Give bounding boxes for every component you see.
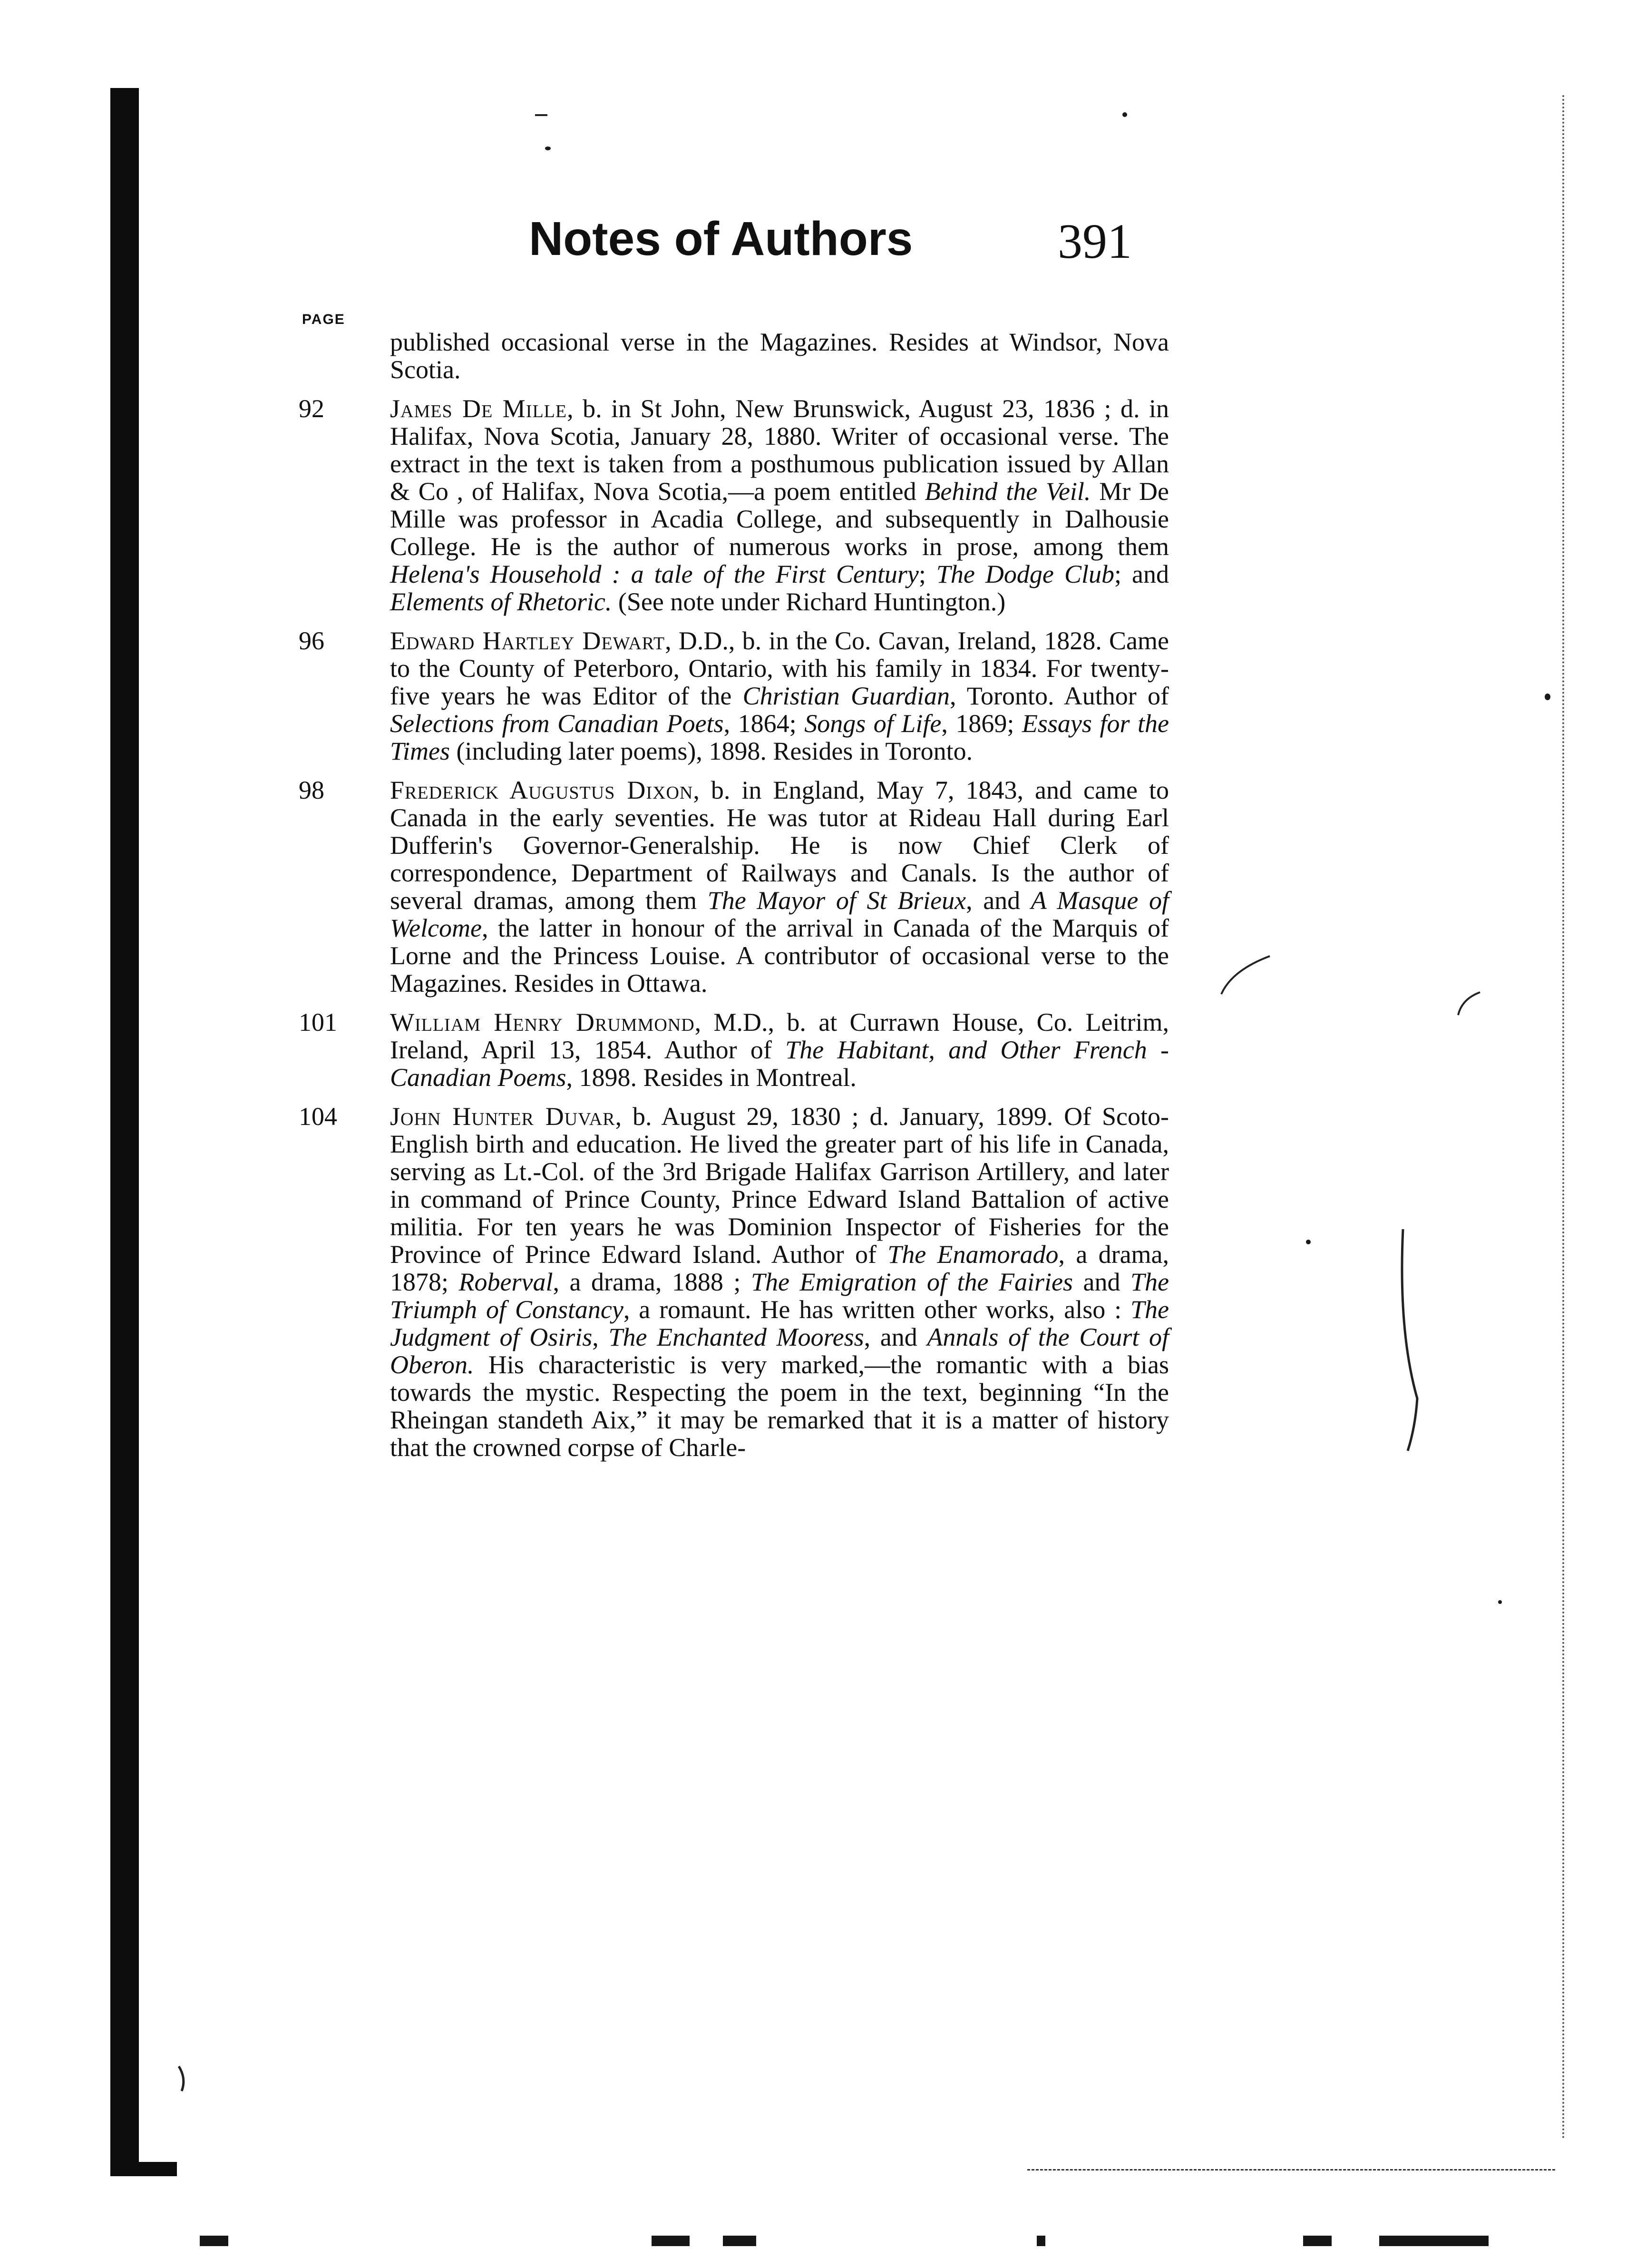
pencil-mark bbox=[1217, 951, 1275, 999]
work-title: Christian Guardian bbox=[742, 682, 950, 710]
author-entry bbox=[299, 627, 1169, 765]
author-name: John Hunter Duvar bbox=[390, 1102, 615, 1131]
pencil-bracket bbox=[1389, 1227, 1427, 1456]
page-column-label: PAGE bbox=[302, 312, 345, 327]
scan-foot-mark bbox=[1379, 2236, 1489, 2246]
author-entry bbox=[299, 395, 1169, 616]
author-entry bbox=[299, 1008, 1169, 1091]
continued-entry bbox=[299, 328, 1169, 383]
work-title: Behind the Veil. bbox=[925, 477, 1091, 506]
entry-page-ref: 104 bbox=[299, 1102, 337, 1131]
work-title: The Mayor of St Brieux bbox=[707, 886, 966, 915]
scan-foot-mark bbox=[1303, 2236, 1332, 2246]
pencil-mark bbox=[1455, 989, 1484, 1018]
scan-foot-mark bbox=[652, 2236, 690, 2246]
work-title: Selections from Canadian Poets bbox=[390, 709, 724, 738]
author-entry bbox=[299, 776, 1169, 997]
running-title: Notes of Authors bbox=[529, 212, 913, 265]
work-title: A Masque of Welcome bbox=[390, 886, 1169, 942]
author-name: James De Mille bbox=[390, 394, 567, 423]
work-title: The Judgment of Osiris bbox=[390, 1295, 1169, 1351]
scan-foot-mark bbox=[200, 2236, 228, 2246]
entry-page-ref: 98 bbox=[299, 776, 324, 804]
work-title: Helena's Household : a tale of the First Century bbox=[390, 560, 919, 588]
work-title: Annals of the Court of Oberon. bbox=[390, 1323, 1169, 1379]
entry-page-ref: 92 bbox=[299, 394, 324, 423]
scan-speck bbox=[545, 147, 551, 150]
running-header bbox=[514, 205, 1179, 272]
scan-foot-mark bbox=[1037, 2236, 1045, 2246]
author-name: Edward Hartley Dewart bbox=[390, 626, 665, 655]
scan-mark bbox=[535, 114, 547, 116]
author-name: William Henry Drummond bbox=[390, 1008, 695, 1036]
scan-foot-mark bbox=[723, 2236, 756, 2246]
entry-text: Edward Hartley Dewart, D.D., b. in the Co. Cavan, Ireland, 1828. Came to the County of Peterboro, Ontario, with his family in 1834. For twenty-five years he was Editor of the Christian Guardian, Toronto. Author of Selections from Canadian Poets, 1864; Songs of Life, 1869; Essays for the Times (including later poems), 1898. Resides in Toronto. bbox=[390, 626, 1169, 765]
work-title: The Emigration of the Fairies bbox=[750, 1268, 1073, 1296]
scan-speck bbox=[1306, 1240, 1311, 1244]
work-title: Elements of Rhetoric. bbox=[390, 587, 612, 616]
page-number: 391 bbox=[1058, 214, 1132, 269]
work-title: The Triumph of Constancy bbox=[390, 1268, 1169, 1324]
author-name: Frederick Augustus Dixon bbox=[390, 776, 693, 804]
scan-speck bbox=[1122, 112, 1127, 117]
work-title: The Dodge Club bbox=[936, 560, 1114, 588]
margin-mark bbox=[176, 2064, 190, 2093]
scan-speck bbox=[1498, 1600, 1502, 1604]
work-title: Roberval bbox=[458, 1268, 553, 1296]
work-title: Songs of Life bbox=[804, 709, 942, 738]
binding-edge-foot bbox=[110, 2162, 177, 2176]
entry-text: James De Mille, b. in St John, New Brunswick, August 23, 1836 ; d. in Halifax, Nova Scotia, January 28, 1880. Writer of occasional verse. The extract in the text is taken from a posthumous publication issued by Allan & Co , of Halifax, Nova Scotia,—a poem entitled Behind the Veil. Mr De Mille was professor in Acadia College, and subsequently in Dalhousie College. He is the author of numerous works in prose, among them Helena's Household : a tale of the First Century; The Dodge Club; and Elements of Rhetoric. (See note under Richard Huntington.) bbox=[390, 394, 1169, 616]
continued-entry-text: published occasional verse in the Magazines. Resides at Windsor, Nova Scotia. bbox=[390, 328, 1169, 384]
scan-speck bbox=[1545, 694, 1550, 700]
work-title: The Habitant, and Other French - Canadian Poems bbox=[390, 1036, 1169, 1092]
entry-page-ref: 96 bbox=[299, 626, 324, 655]
work-title: Essays for the Times bbox=[390, 709, 1169, 765]
entry-text: William Henry Drummond, M.D., b. at Currawn House, Co. Leitrim, Ireland, April 13, 1854. Author of The Habitant, and Other French - Canadian Poems, 1898. Resides in Montreal. bbox=[390, 1008, 1169, 1092]
work-title: The Enchanted Mooress bbox=[608, 1323, 864, 1351]
author-entry bbox=[299, 1103, 1169, 1461]
binding-edge-shadow bbox=[110, 88, 139, 2176]
entry-page-ref: 101 bbox=[299, 1008, 337, 1036]
notes-body bbox=[299, 328, 1169, 1473]
page-edge-dots bbox=[1562, 95, 1570, 2141]
page-bottom-edge bbox=[1027, 2169, 1555, 2170]
entry-text: John Hunter Duvar, b. August 29, 1830 ; d. January, 1899. Of Scoto-English birth and education. He lived the greater part of his life in Canada, serving as Lt.-Col. of the 3rd Brigade Halifax Garrison Artillery, and later in command of Prince County, Prince Edward Island Battalion of active militia. For ten years he was Dominion Inspector of Fisheries for the Province of Prince Edward Island. Author of The Enamorado, a drama, 1878; Roberval, a drama, 1888 ; The Emigration of the Fairies and The Triumph of Constancy, a romaunt. He has written other works, also : The Judgment of Osiris, The Enchanted Mooress, and Annals of the Court of Oberon. His characteristic is very marked,—the romantic with a bias towards the mystic. Respecting the poem in the text, beginning “In the Rheingan standeth Aix,” it may be remarked that it is a matter of history that the crowned corpse of Charle- bbox=[390, 1102, 1169, 1462]
entry-text: Frederick Augustus Dixon, b. in England, May 7, 1843, and came to Canada in the early seventies. He was tutor at Rideau Hall during Earl Dufferin's Governor-Generalship. He is now Chief Clerk of correspondence, Department of Railways and Canals. Is the author of several dramas, among them The Mayor of St Brieux, and A Masque of Welcome, the latter in honour of the arrival in Canada of the Marquis of Lorne and the Princess Louise. A contributor of occasional verse to the Magazines. Resides in Ottawa. bbox=[390, 776, 1169, 997]
work-title: The Enamorado bbox=[887, 1240, 1059, 1269]
